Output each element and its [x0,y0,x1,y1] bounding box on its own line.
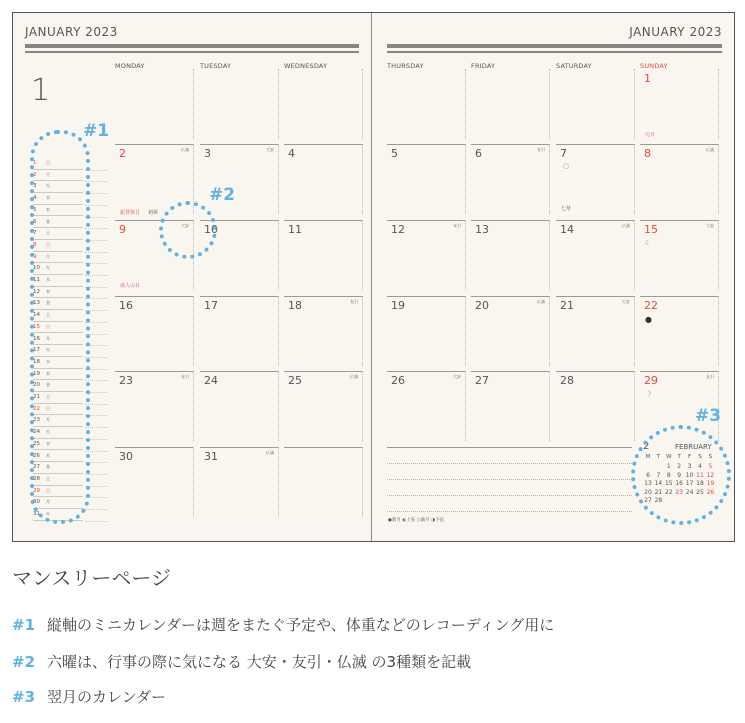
mini-weekday: 月 [46,335,50,341]
day-number: 20 [475,299,489,312]
cell-divider [193,69,194,139]
mini-weekday: 水 [46,195,50,201]
next-month-day: 17 [685,480,694,487]
weekday-sunday: SUNDAY [640,62,668,70]
month-header-left: JANUARY 2023 [25,25,118,39]
holiday-label: 振替休日 [120,210,141,216]
cell-top-line [387,371,465,372]
day-number: 30 [119,450,133,463]
rokuyo-label: 友引 [181,374,189,379]
cell-divider [362,220,363,290]
left-page [13,13,372,541]
rokuyo-label: 仏滅 [181,147,189,152]
cell-top-line [284,447,362,448]
cell-divider [193,371,194,441]
moon-symbol: ○ [563,162,570,170]
mini-weekday: 月 [46,499,50,505]
next-month-day: 12 [706,471,715,479]
mini-weekday: 木 [46,288,50,294]
memo-top-line [387,447,632,448]
cell-divider [549,296,550,366]
day-number: 15 [644,223,658,236]
mini-weekday: 木 [46,452,50,458]
weekday-friday: FRIDAY [471,62,496,70]
day-number: 31 [204,450,218,463]
cell-top-line [471,296,549,297]
next-month-day: 13 [644,480,652,487]
mini-weekday: 火 [46,511,50,516]
next-month-weekday: W [666,454,672,460]
rokuyo-label: 大安 [453,374,461,379]
note-tag: #1 [12,616,36,634]
mini-weekday: 月 [46,253,50,259]
cell-divider [718,69,719,139]
mini-day-number: 9 [33,253,37,260]
caption-note-2 [12,651,471,672]
note-text: 六曜は、行事の際に気になる 大安・友引・仏滅 の3種類を記載 [47,653,472,671]
next-month-day: 27 [644,497,652,504]
day-number: 17 [204,299,218,312]
day-number: 10 [204,223,218,236]
weekday-monday: MONDAY [115,62,145,70]
mini-weekday: 月 [46,417,50,423]
day-number: 18 [288,299,302,312]
next-month-day: 5 [708,463,713,470]
next-month-day: 20 [644,488,652,496]
mini-day-number: 16 [33,335,40,342]
highlight-circle-3 [631,425,731,525]
memo-line [387,463,632,464]
memo-line [387,479,632,480]
cell-divider [634,144,635,214]
weekday-tuesday: TUESDAY [200,62,232,70]
mini-day-number: 8 [33,241,37,248]
mini-day-number: 14 [33,312,40,319]
next-month-day: 21 [654,488,663,496]
caption-note-3 [12,686,166,707]
cell-divider [362,296,363,366]
cell-divider [362,144,363,214]
cell-divider [465,69,466,139]
mini-day-number: 28 [33,475,40,482]
cell-top-line [556,296,634,297]
day-number: 13 [475,223,489,236]
rokuyo-label: 仏滅 [706,147,714,152]
next-month-weekday: F [688,454,692,460]
next-month-day: 2 [677,463,682,470]
cell-top-line [471,220,549,221]
header-bar [25,44,359,48]
mini-day-number: 20 [33,382,40,389]
next-month-day: 14 [654,480,663,487]
cell-divider [718,220,719,290]
day-number: 12 [391,223,405,236]
rokuyo-label: 仏滅 [266,450,274,455]
mini-day-number: 5 [33,206,37,213]
next-month-day: 8 [666,471,671,479]
next-month-day: 4 [698,463,702,470]
next-month-weekday: T [677,454,681,460]
memo-line [387,511,632,512]
mini-day-number: 1 [33,160,37,166]
next-month-day: 3 [687,463,692,470]
next-month-day: 1 [666,463,671,470]
cell-divider [278,69,279,139]
cell-divider [549,371,550,441]
mini-weekday: 金 [46,218,50,224]
cell-divider [549,220,550,290]
note-tag: #3 [12,688,36,706]
moon-symbol: ☾ [645,239,652,247]
mini-weekday: 土 [46,312,50,318]
day-number: 11 [288,223,302,236]
cell-top-line [200,144,278,145]
day-number: 14 [560,223,574,236]
rokuyo-label: 仏滅 [350,374,358,379]
cell-top-line [115,447,193,448]
mini-weekday: 土 [46,475,50,481]
note-text: 縦軸のミニカレンダーは週をまたぐ予定や、体重などのレコーディング用に [47,616,555,634]
cell-top-line [640,220,718,221]
cell-divider [193,296,194,366]
day-number: 23 [119,374,133,387]
day-number: 24 [204,374,218,387]
mini-day-number: 17 [33,347,40,354]
mini-weekday: 金 [46,382,50,388]
cell-top-line [640,371,718,372]
cell-top-line [200,371,278,372]
moon-symbol: ☽ [645,390,652,398]
cell-divider [634,371,635,441]
cell-top-line [556,371,634,372]
cell-top-line [387,144,465,145]
mini-day-number: 2 [33,171,37,178]
cell-divider [278,371,279,441]
next-month-day: 23 [675,488,683,496]
holiday-label: 元日 [645,132,656,138]
cell-divider [634,69,635,139]
cell-top-line [387,296,465,297]
next-month-day: 18 [696,480,704,487]
caption-title: マンスリーページ [12,566,171,590]
right-page [373,13,734,541]
mini-day-number: 11 [33,277,40,283]
mini-row-dots [85,509,107,510]
next-month-weekday: T [656,454,661,460]
day-number: 8 [644,147,651,160]
big-month-number: 1 [31,73,51,108]
mini-weekday: 火 [46,265,50,271]
rokuyo-label: 仏滅 [622,223,630,228]
rokuyo-label: 友引 [537,147,545,152]
next-month-weekday: S [698,454,702,460]
day-number: 6 [475,147,482,160]
cell-top-line [556,220,634,221]
mini-day-number: 23 [33,417,40,424]
rokuyo-label: 友引 [453,223,461,228]
mini-weekday: 日 [46,323,50,329]
marker-2: #2 [209,185,236,205]
next-month-day: 7 [656,471,661,479]
day-number: 21 [560,299,574,312]
header-bar-thin [25,51,359,53]
cell-divider [549,144,550,214]
mini-weekday: 火 [46,347,50,353]
day-number: 27 [475,374,489,387]
mini-weekday: 日 [46,405,50,411]
next-month-weekday: M [645,454,651,460]
mini-day-number: 12 [33,288,40,295]
day-number: 25 [288,374,302,387]
mini-day-number: 4 [33,195,37,202]
mini-weekday: 水 [46,277,50,282]
highlight-circle-2 [159,201,217,259]
cell-divider [278,220,279,290]
next-month-day: 6 [646,471,650,479]
mini-weekday: 木 [46,370,50,376]
cell-top-line [471,144,549,145]
rokuyo-label: 大安 [266,147,274,152]
cell-top-line [387,220,465,221]
mini-day-number: 29 [33,487,40,494]
header-bar-thin [387,51,722,53]
cell-top-line [284,144,362,145]
day-number: 7 [560,147,567,160]
caption-note-1 [12,614,554,635]
mini-day-number: 7 [33,230,37,237]
cell-divider [465,220,466,290]
memo-line [387,495,632,496]
next-month-day: 26 [706,488,715,496]
cell-divider [278,144,279,214]
day-number: 22 [644,299,658,312]
rokuyo-label: 大安 [706,223,714,228]
next-month-day: 10 [685,471,694,479]
next-month-day: 19 [706,480,715,487]
mini-day-number: 19 [33,370,40,377]
mini-weekday: 水 [46,440,50,446]
day-number: 19 [391,299,405,312]
mini-weekday: 月 [46,171,50,177]
day-number: 1 [644,72,651,85]
cell-top-line [640,144,718,145]
next-month-day: 15 [664,480,673,487]
weekday-thursday: THURSDAY [387,62,424,70]
next-month-day: 9 [677,471,682,479]
mini-day-number: 3 [33,183,37,190]
cell-divider [718,296,719,366]
mini-day-number: 25 [33,440,40,447]
mini-weekday: 日 [46,160,50,165]
cell-top-line [284,220,362,221]
next-month-day: 25 [696,488,704,496]
cell-divider [718,144,719,214]
mini-day-number: 15 [33,323,40,330]
next-month-title: FEBRUARY [675,443,712,451]
mini-weekday: 日 [46,487,50,493]
cell-divider [362,371,363,441]
mini-weekday: 木 [46,206,50,212]
mini-weekday: 土 [46,394,50,399]
marker-1: #1 [83,121,110,141]
cell-top-line [115,144,193,145]
day-number: 29 [644,374,658,387]
mini-weekday: 日 [46,241,50,247]
rokuyo-label: 友引 [706,374,714,379]
cell-divider [278,447,279,517]
day-number: 16 [119,299,133,312]
rokuyo-label: 友引 [350,299,358,304]
next-month-day: 16 [675,480,683,487]
cell-divider [634,296,635,366]
mini-day-number: 22 [33,405,40,412]
mini-row-dots [85,521,107,522]
mini-day-number: 13 [33,300,40,307]
cell-divider [362,447,363,517]
cell-divider [193,447,194,517]
weekday-wednesday: WEDNESDAY [284,62,328,70]
holiday-label: 成人の日 [120,283,141,289]
next-month-day: 28 [654,497,663,504]
mini-day-number: 24 [33,429,40,436]
mini-day-number: 6 [33,218,37,225]
cell-divider [362,69,363,139]
day-number: 3 [204,147,211,160]
mini-day-number: 18 [33,358,40,365]
next-month-day: 24 [685,488,694,496]
mini-day-number: 30 [33,499,40,506]
next-month-day: 22 [664,488,673,496]
next-month-weekday: S [708,454,713,460]
cell-divider [465,371,466,441]
mini-day-number: 27 [33,464,40,471]
cell-divider [634,220,635,290]
mini-weekday: 金 [46,464,50,470]
mini-day-number: 21 [33,394,40,400]
day-number: 26 [391,374,405,387]
cell-top-line [200,296,278,297]
cell-divider [465,296,466,366]
planner-spread [12,12,735,542]
rokuyo-label: 大安 [622,299,630,304]
rokuyo-label: 大安 [181,223,189,228]
highlight-circle-1 [30,130,90,524]
mini-day-number: 31 [33,511,40,517]
header-bar [387,44,722,48]
cell-top-line [471,371,549,372]
marker-3: #3 [695,406,722,426]
moon-phase-legend: ●新月 ◐上弦 ○満月 ◑下弦 [388,518,444,523]
day-number: 9 [119,223,126,236]
day-number: 2 [119,147,126,160]
weekday-saturday: SATURDAY [556,62,592,70]
cell-top-line [640,296,718,297]
note-text: 翌月のカレンダー [47,688,167,706]
day-number: 5 [391,147,398,160]
cell-divider [549,69,550,139]
next-month-number: 2 [643,441,650,452]
moon-symbol: ● [645,315,652,324]
month-header-right: JANUARY 2023 [629,25,722,39]
cell-top-line [556,144,634,145]
note-tag: #2 [12,653,36,671]
cell-top-line [284,296,362,297]
mini-day-number: 10 [33,265,40,272]
mini-weekday: 火 [46,429,50,435]
cell-divider [278,296,279,366]
mini-day-number: 26 [33,452,40,459]
mini-weekday: 金 [46,300,50,306]
cell-top-line [284,371,362,372]
mini-weekday: 土 [46,230,50,236]
day-number: 4 [288,147,295,160]
cell-top-line [200,447,278,448]
cell-top-line [115,371,193,372]
event-label: 初夢 [148,210,159,216]
mini-weekday: 火 [46,183,50,189]
event-label: 七草 [561,206,572,212]
cell-top-line [115,296,193,297]
mini-weekday: 水 [46,358,50,364]
cell-divider [465,144,466,214]
rokuyo-label: 仏滅 [537,299,545,304]
day-number: 28 [560,374,574,387]
next-month-day: 11 [696,471,704,479]
